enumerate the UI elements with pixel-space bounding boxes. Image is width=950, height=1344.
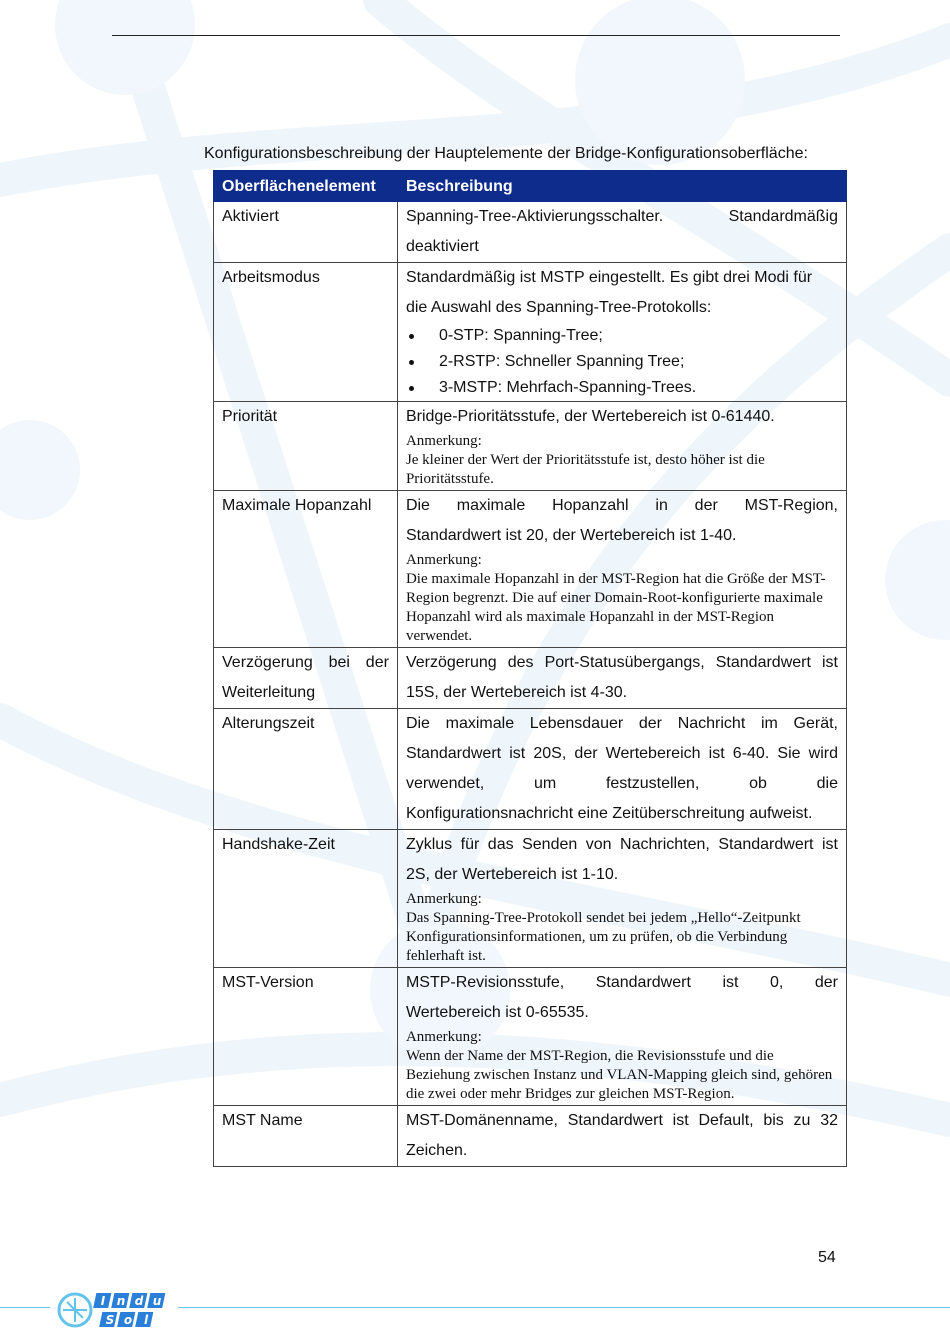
element-line: Verzögerung bei der — [222, 654, 389, 671]
description-line: verwendet, um festzustellen, ob die — [405, 775, 838, 792]
header-element: Oberflächenelement — [214, 171, 398, 202]
element-cell: MST-Version — [214, 968, 398, 1106]
note-text: Die maximale Hopanzahl in der MST-Region hat die Größe der MST-Region begrenzt. Die auf einer Domain-Root-konfigurierte maximale Hopanzahl wird als maximale Hopanzahl in der MST-Region verwendet. — [405, 571, 826, 644]
element-cell: Maximale Hopanzahl — [214, 491, 398, 648]
indusol-logo — [55, 1290, 173, 1332]
table-row — [214, 491, 847, 648]
description-line: MST-Domänenname, Standardwert ist Default, bis zu 32 — [405, 1112, 838, 1129]
logo-letter: I — [100, 1294, 106, 1308]
bridge-config-table — [213, 170, 847, 1167]
element-cell: Alterungszeit — [214, 709, 398, 830]
note — [406, 1028, 838, 1105]
note-label: Anmerkung: — [405, 1029, 482, 1045]
mode-list — [406, 323, 838, 401]
description-line: 2S, der Wertebereich ist 1-10. — [405, 866, 619, 883]
description-line: Die maximale Hopanzahl in der MST-Region, — [405, 497, 838, 514]
note-text: Das Spanning-Tree-Protokoll sendet bei jedem „Hello“-Zeitpunkt Konfigurationsinformationen, um zu prüfen, ob die Verbindung fehlerhaft ist. — [405, 910, 801, 964]
element-cell: Arbeitsmodus — [214, 263, 398, 402]
table-row — [214, 648, 847, 709]
description-line: Standardwert ist 20, der Wertebereich ist 1-40. — [405, 527, 737, 544]
note — [406, 890, 838, 967]
list-item: 2-RSTP: Schneller Spanning Tree; — [406, 349, 838, 375]
element-cell: Aktiviert — [214, 202, 398, 263]
header-rule — [112, 35, 840, 36]
footer-rule-right — [178, 1307, 950, 1308]
page-number: 54 — [818, 1249, 836, 1266]
element-cell: Priorität — [214, 402, 398, 491]
description-line: Zyklus für das Senden von Nachrichten, Standardwert ist — [405, 836, 838, 853]
description-cell — [397, 491, 846, 648]
description-line: Zeichen. — [405, 1142, 468, 1159]
element-cell — [214, 648, 398, 709]
table-header-row — [214, 171, 847, 202]
description-cell — [397, 263, 846, 402]
logo-letter: o — [123, 1313, 133, 1327]
element-cell: MST Name — [214, 1106, 398, 1167]
table-row — [214, 202, 847, 263]
logo-letter: n — [116, 1294, 126, 1308]
element-line: Weiterleitung — [222, 684, 316, 701]
description-line: MSTP-Revisionsstufe, Standardwert ist 0, der — [405, 974, 838, 991]
note-label: Anmerkung: — [405, 433, 482, 449]
description-line: Wertebereich ist 0-65535. — [405, 1004, 589, 1021]
description-cell — [397, 202, 846, 263]
description-line: Bridge-Prioritätsstufe, der Wertebereich ist 0-61440. — [405, 408, 775, 425]
table-row — [214, 402, 847, 491]
description-cell — [397, 709, 846, 830]
description-line: Standardmäßig ist MSTP eingestellt. Es gibt drei Modi für — [405, 269, 813, 286]
description-line: deaktiviert — [405, 238, 479, 255]
description-cell — [397, 1106, 846, 1167]
description-line: Spanning-Tree-Aktivierungsschalter. Standardmäßig — [405, 208, 838, 225]
note — [406, 432, 838, 490]
table-row — [214, 968, 847, 1106]
description-line: die Auswahl des Spanning-Tree-Protokolls: — [405, 299, 712, 316]
logo-letter: u — [152, 1294, 162, 1308]
logo-letter: S — [105, 1313, 115, 1327]
table-row — [214, 830, 847, 968]
table-row — [214, 709, 847, 830]
list-item: 0-STP: Spanning-Tree; — [406, 323, 838, 349]
logo-letter: l — [143, 1313, 149, 1327]
description-cell — [397, 968, 846, 1106]
description-line: Standardwert ist 20S, der Wertebereich ist 6-40. Sie wird — [405, 745, 838, 762]
description-line: Konfigurationsnachricht eine Zeitüberschreitung aufweist. — [405, 805, 813, 822]
note-text: Je kleiner der Wert der Prioritätsstufe ist, desto höher ist die Prioritätsstufe. — [405, 452, 765, 487]
logo-letter: d — [134, 1294, 144, 1308]
header-description: Beschreibung — [397, 171, 846, 202]
description-cell — [397, 648, 846, 709]
element-cell: Handshake-Zeit — [214, 830, 398, 968]
table-row — [214, 263, 847, 402]
table-row — [214, 1106, 847, 1167]
description-line: 15S, der Wertebereich ist 4-30. — [405, 684, 628, 701]
note — [406, 551, 838, 647]
description-cell — [397, 830, 846, 968]
note-label: Anmerkung: — [405, 552, 482, 568]
footer-rule-left — [0, 1307, 50, 1308]
description-line: Die maximale Lebensdauer der Nachricht im Gerät, — [405, 715, 838, 732]
description-cell — [397, 402, 846, 491]
table-intro-text: Konfigurationsbeschreibung der Hauptelemente der Bridge-Konfigurationsoberfläche: — [204, 145, 808, 162]
list-item: 3-MSTP: Mehrfach-Spanning-Trees. — [406, 375, 838, 401]
note-text: Wenn der Name der MST-Region, die Revisionsstufe und die Beziehung zwischen Instanz und VLAN-Mapping gleich sind, gehören die zwei oder mehr Bridges zur gleichen MST-Region. — [405, 1048, 833, 1102]
note-label: Anmerkung: — [405, 891, 482, 907]
description-line: Verzögerung des Port-Statusübergangs, Standardwert ist — [405, 654, 838, 671]
